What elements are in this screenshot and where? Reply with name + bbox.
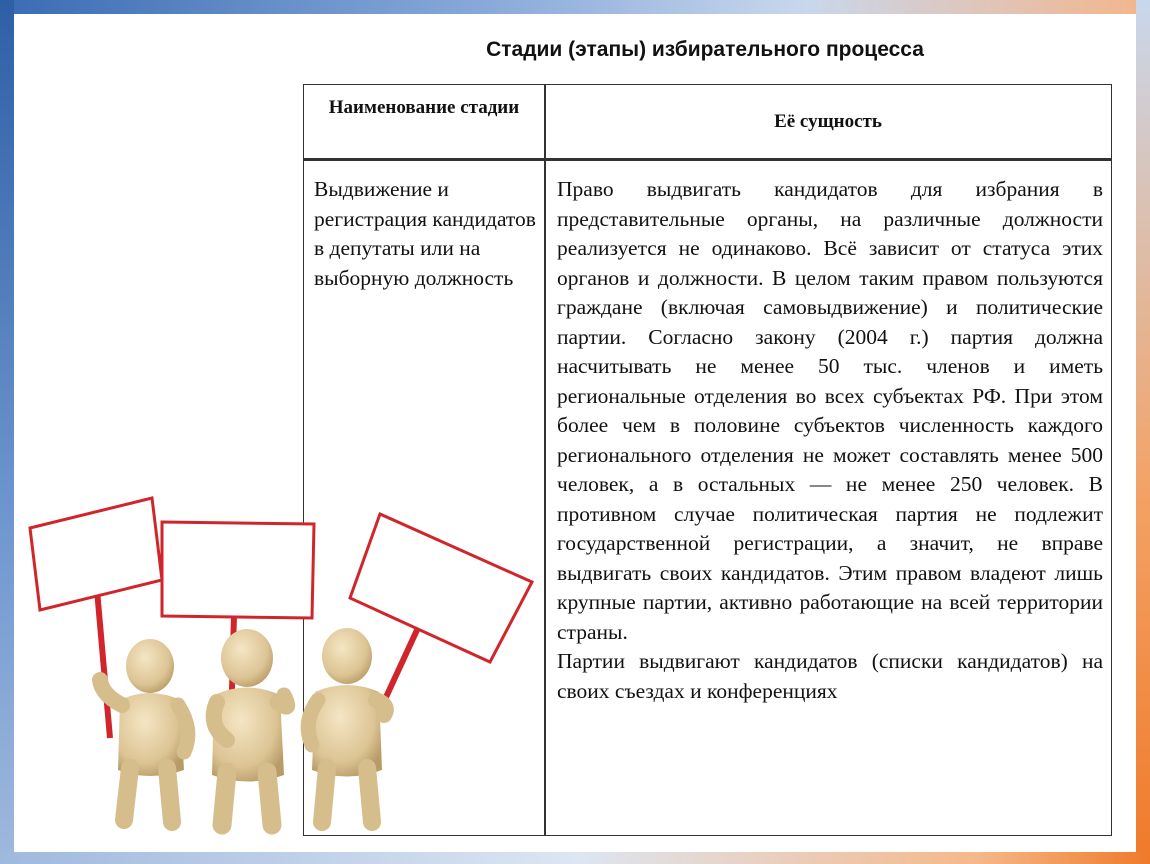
- stage-description-cell: [557, 175, 1103, 706]
- frame-left-border: [0, 0, 14, 864]
- figure-left: [100, 639, 188, 822]
- frame-right-border: [1136, 0, 1150, 864]
- header-stage-name: Наименование стадии: [328, 97, 520, 118]
- stage-name-cell: Выдвижение и регистрация кандидатов в депутаты или на выборную должность: [314, 177, 536, 290]
- figure-right: [308, 628, 386, 822]
- description-paragraph-1: Право выдвигать кандидатов для избрания в представительные органы, на различные должности реализуется не одинаково. Всё зависит от статуса этих органов и должности. В целом таким правом пользуются граждане (включая самовыдвижение) и политические партии. Согласно закону (2004 г.) партия должна насчитывать не менее 50 тыс. членов и иметь региональные отделения во всех субъектах РФ. При этом более чем в половине субъектов численность каждого регионального отделения не может составлять менее 500 человек, а в остальных — не менее 250 человек. В противном случае политическая партия не подлежит государственной регистрации, а значит, не вправе выдвигать своих кандидатов. Этим правом владеют лишь крупные партии, активно работающие на всей территории страны.: [557, 177, 1103, 644]
- protest-figures-illustration: [22, 490, 542, 840]
- header-divider: [304, 158, 1111, 161]
- header-essence: Её сущность: [774, 111, 882, 132]
- frame-bottom-border: [0, 852, 1150, 864]
- description-paragraph-2: Партии выдвигают кандидатов (списки кандидатов) на своих съездах и конференциях: [557, 649, 1103, 703]
- figure-middle: [212, 629, 288, 825]
- frame-top-border: [0, 0, 1150, 14]
- column-divider: [544, 85, 546, 835]
- page-title: Стадии (этапы) избирательного процесса: [486, 38, 924, 61]
